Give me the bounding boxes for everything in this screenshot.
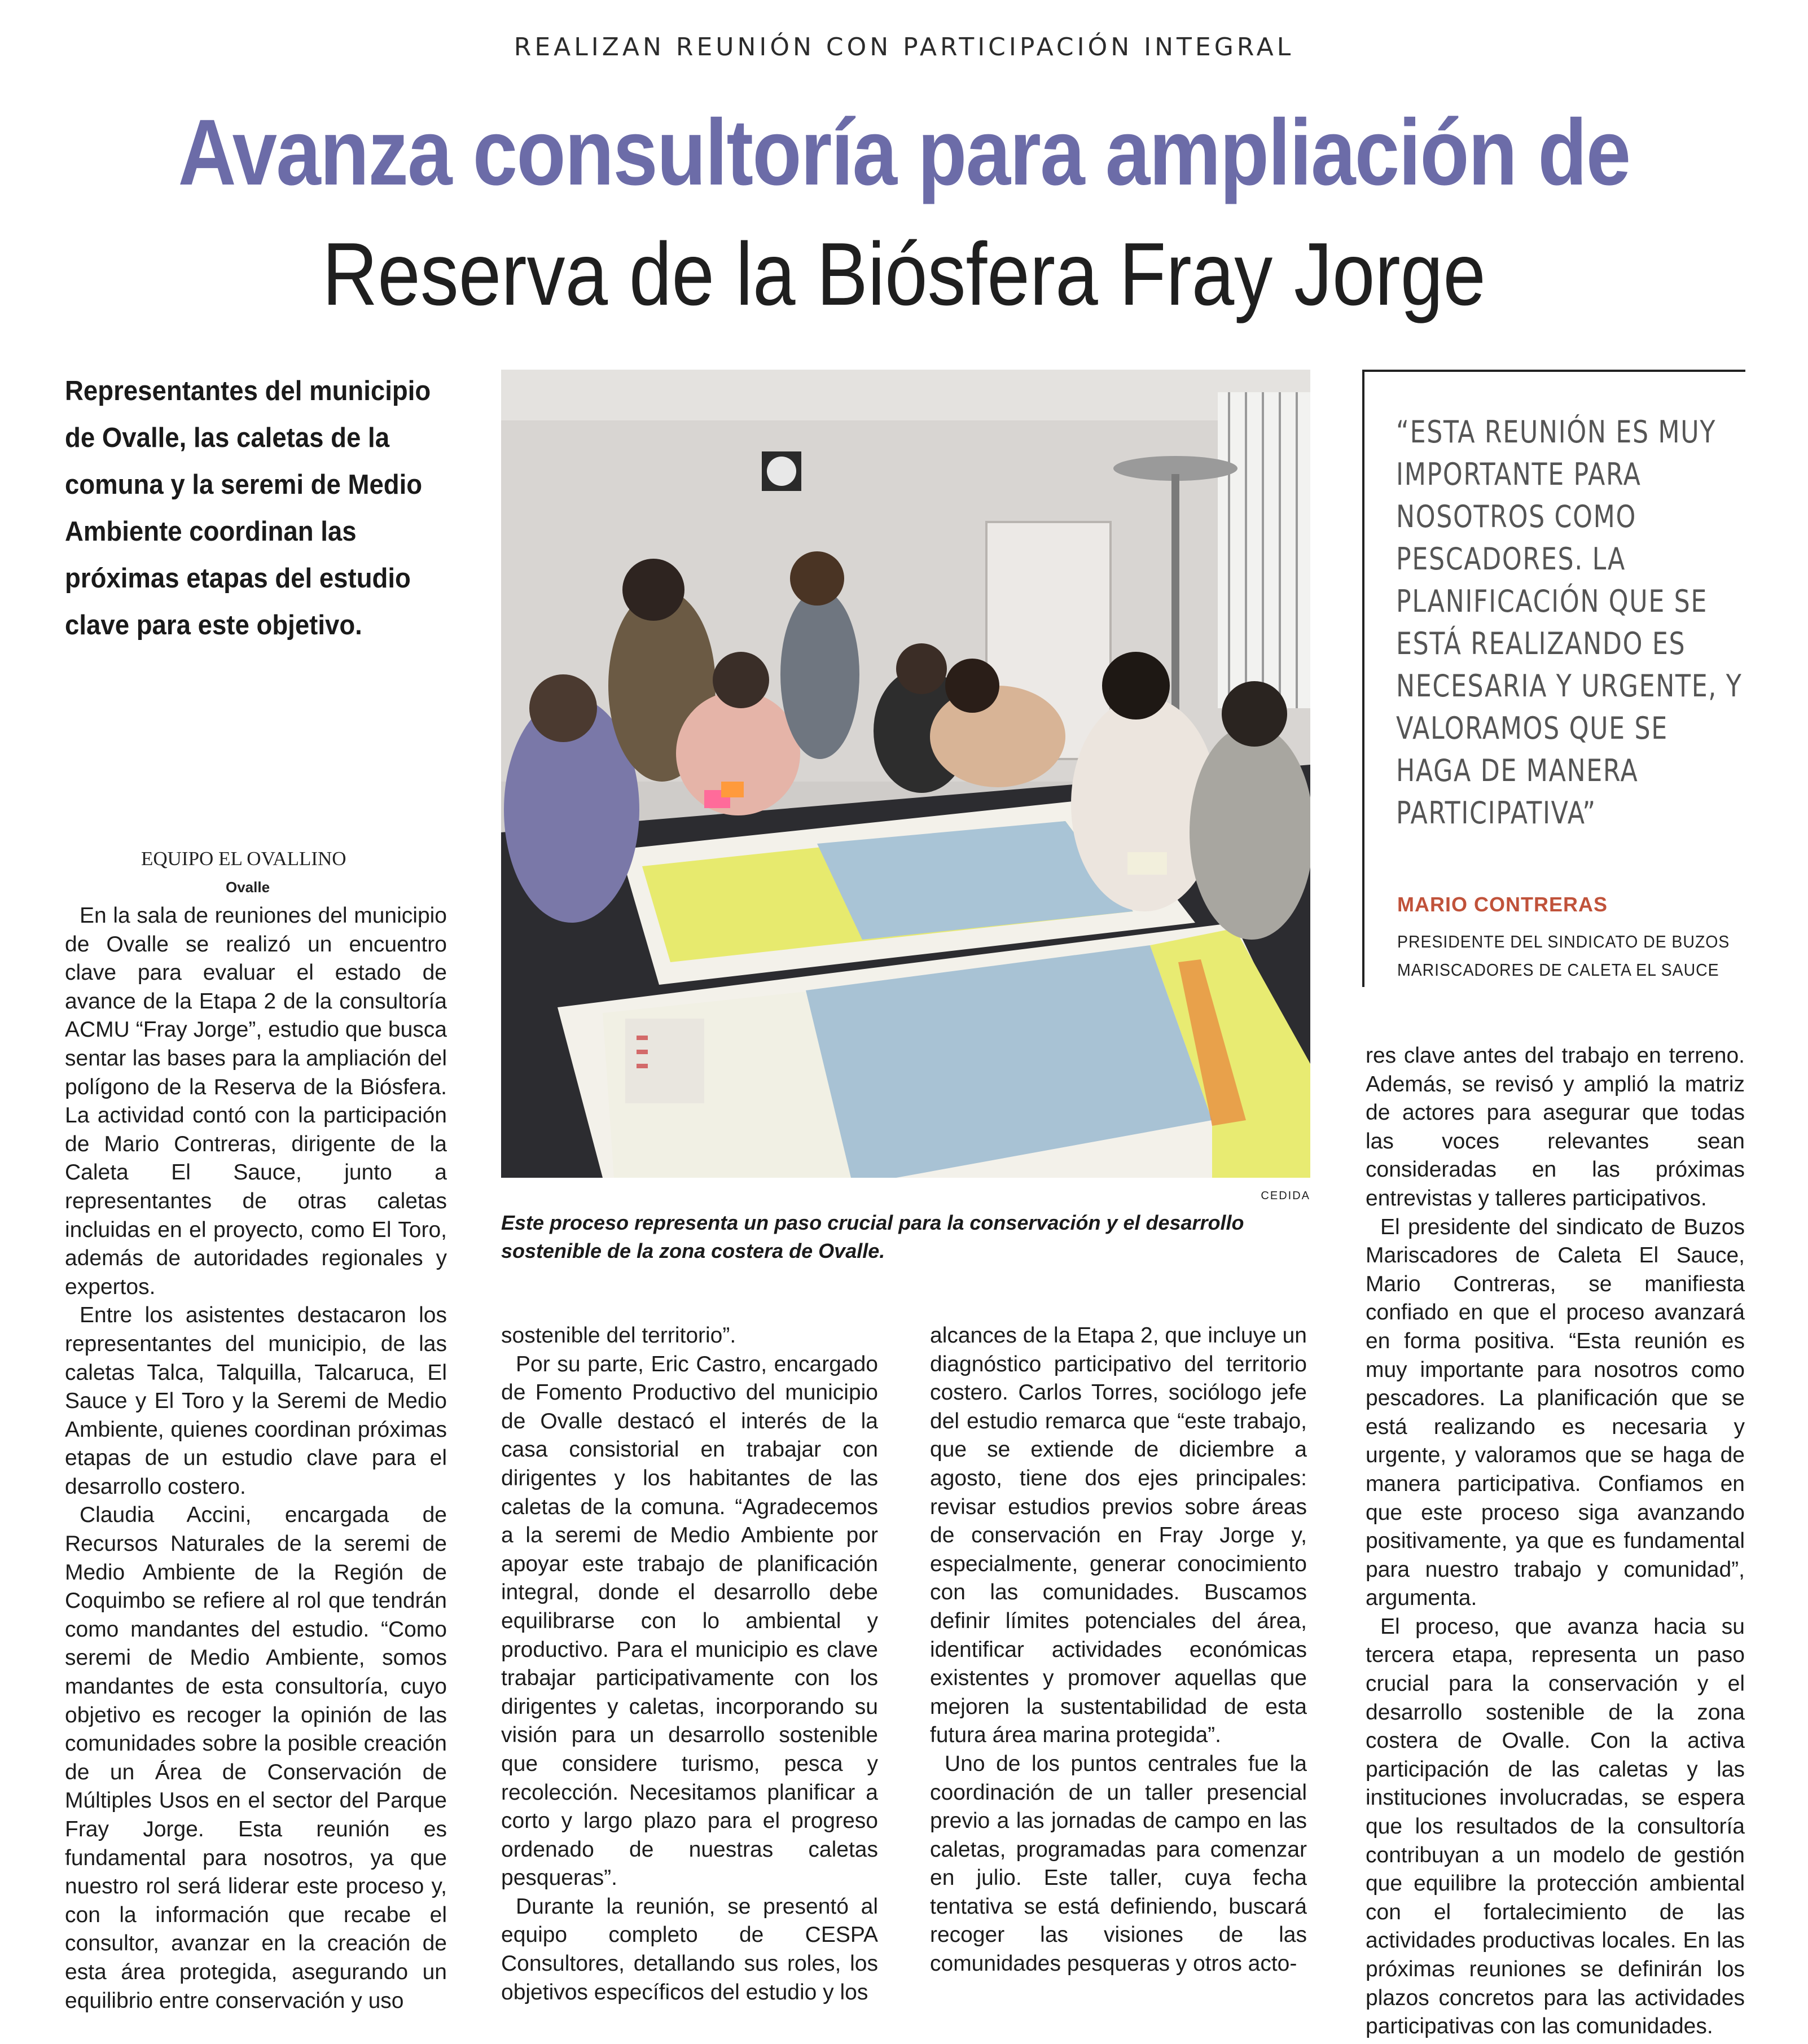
article-photo [501, 370, 1310, 1178]
body-paragraph: Por su parte, Eric Castro, encargado de Fomento Productivo del municipio de Ovalle destacó el interés de la casa consistorial en trabajar con dirigentes y los habitantes de las caletas de la comuna. “Agradecemos a la seremi de Medio Ambiente por apoyar este trabajo de planificación integral, donde el desarrollo debe equilibrarse con lo ambiental y productivo. Para el municipio es clave trabajar participativamente con los dirigentes y caletas, incorporando su visión para un desarrollo sostenible que considere turismo, pesca y recolección. Necesitamos planificar a corto y largo plazo para el progreso ordenado de nuestras caletas pesqueras”. [501, 1352, 878, 1891]
body-paragraph: El presidente del sindicato de Buzos Mariscadores de Caleta El Sauce, Mario Contreras, se manifiesta confiado en que el proceso avanzará en forma positiva. “Esta reunión es muy importante para nosotros como pescadores. La planificación que se está realizando es necesaria y urgente, y valoramos que se haga de manera participativa. Confiamos en que este proceso siga avanzando positivamente, ya que es fundamental para nuestro trabajo y comunidad”, argumenta. [1366, 1214, 1745, 1611]
article-lead: Representantes del municipio de Ovalle, las caletas de la comuna y la seremi de Medio Ambiente coordinan las próximas etapas del estudio clave para este objetivo. [65, 376, 431, 641]
body-column-1 [65, 902, 447, 2015]
headline-line-2: Reserva de la Biósfera Fray Jorge [322, 225, 1486, 324]
byline-author: EQUIPO EL OVALLINO [141, 848, 346, 870]
body-paragraph: En la sala de reuniones del municipio de Ovalle se realizó un encuentro clave para evaluar el estado de avance de la Etapa 2 de la consultoría ACMU “Fray Jorge”, estudio que busca sentar las bases para la ampliación del polígono de la Reserva de la Biósfera. La actividad contó con la participación de Mario Contreras, dirigente de la Caleta El Sauce, junto a representantes de otras caletas incluidas en el proyecto, como El Toro, además de autoridades regionales y expertos. [65, 903, 447, 1299]
photo-caption: Este proceso representa un paso crucial para la conservación y el desarrollo sostenible de la zona costera de Ovalle. [501, 1211, 1244, 1262]
body-paragraph: res clave antes del trabajo en terreno. Además, se revisó y amplió la matriz de actores para asegurar que todas las voces relevantes sean consideradas en las próximas entrevistas y talleres participativos. [1366, 1043, 1745, 1210]
pull-quote-role: PRESIDENTE DEL SINDICATO DE BUZOS MARISCADORES DE CALETA EL SAUCE [1397, 932, 1730, 980]
body-paragraph: alcances de la Etapa 2, que incluye un diagnóstico participativo del territorio costero. Carlos Torres, sociólogo jefe del estudio remarca que “este trabajo, que se extiende de diciembre a agosto, tiene dos ejes principales: revisar estudios previos sobre áreas de conservación en Fray Jorge y, especialmente, generar conocimiento con las comunidades. Buscamos definir límites potenciales del área, identificar actividades económicas existentes y promover aquellas que mejoren la sustentabilidad de esta futura área marina protegida”. [930, 1323, 1307, 1748]
body-paragraph: Claudia Accini, encargada de Recursos Naturales de la seremi de Medio Ambiente de la Región de Coquimbo se refiere al rol que tendrán como mandantes del estudio. “Como seremi de Medio Ambiente, somos mandantes de esta consultoría, cuyo objetivo es recoger la opinión de las comunidades sobre la posible creación de un Área de Conservación de Múltiples Usos en el sector del Parque Fray Jorge. Esta reunión es fundamental para nosotros, ya que nuestro rol será liderar este proceso y, con la información que recabe el consultor, avanzar en la creación de esta área protegida, asegurando un equilibrio entre conservación y uso [65, 1503, 447, 2013]
body-column-4 [1366, 1042, 1745, 2041]
body-paragraph: sostenible del territorio”. [501, 1323, 736, 1348]
body-paragraph: Entre los asistentes destacaron los representantes del municipio, de las caletas Talca, Talquilla, Talcaruca, El Sauce y El Toro y la Seremi de Medio Ambiente, quienes coordinan próximas etapas de un estudio clave para el desarrollo costero. [65, 1303, 447, 1499]
body-column-3 [930, 1322, 1307, 1979]
byline-location: Ovalle [226, 879, 270, 896]
pull-quote-text: “ESTA REUNIÓN ES MUY IMPORTANTE PARA NOSOTROS COMO PESCADORES. LA PLANIFICACIÓN QUE SE ESTÁ REALIZANDO ES NECESARIA Y URGENTE, Y VALORAMOS QUE SE HAGA DE MANERA PARTICIPATIVA” [1396, 414, 1743, 831]
body-paragraph: Uno de los puntos centrales fue la coordinación de un taller presencial previo a las jornadas de campo en las caletas, programadas para comenzar en julio. Este taller, cuya fecha tentativa se está definiendo, buscará recoger las visiones de las comunidades pesqueras y otros acto- [930, 1751, 1307, 1976]
pull-quote-author: MARIO CONTRERAS [1397, 893, 1608, 916]
headline-line-1: Avanza consultoría para ampliación de [178, 100, 1630, 205]
article-kicker: REALIZAN REUNIÓN CON PARTICIPACIÓN INTEGRAL [514, 33, 1294, 62]
photo-credit: CEDIDA [1261, 1190, 1310, 1202]
body-paragraph: Durante la reunión, se presentó al equipo completo de CESPA Consultores, detallando sus roles, los objetivos específicos del estudio y los [501, 1894, 878, 2004]
body-column-2 [501, 1322, 878, 2007]
body-paragraph: El proceso, que avanza hacia su tercera etapa, representa un paso crucial para la conservación y el desarrollo sostenible de la zona costera de Ovalle. Con la activa participación de las caletas y las instituciones involucradas, se espera que los resultados de la consultoría contribuyan a un modelo de gestión que equilibre la protección ambiental con el fortalecimiento de las actividades productivas locales. En las próximas reuniones se definirán los plazos concretos para las actividades participativas con las comunidades. [1366, 1614, 1745, 2039]
